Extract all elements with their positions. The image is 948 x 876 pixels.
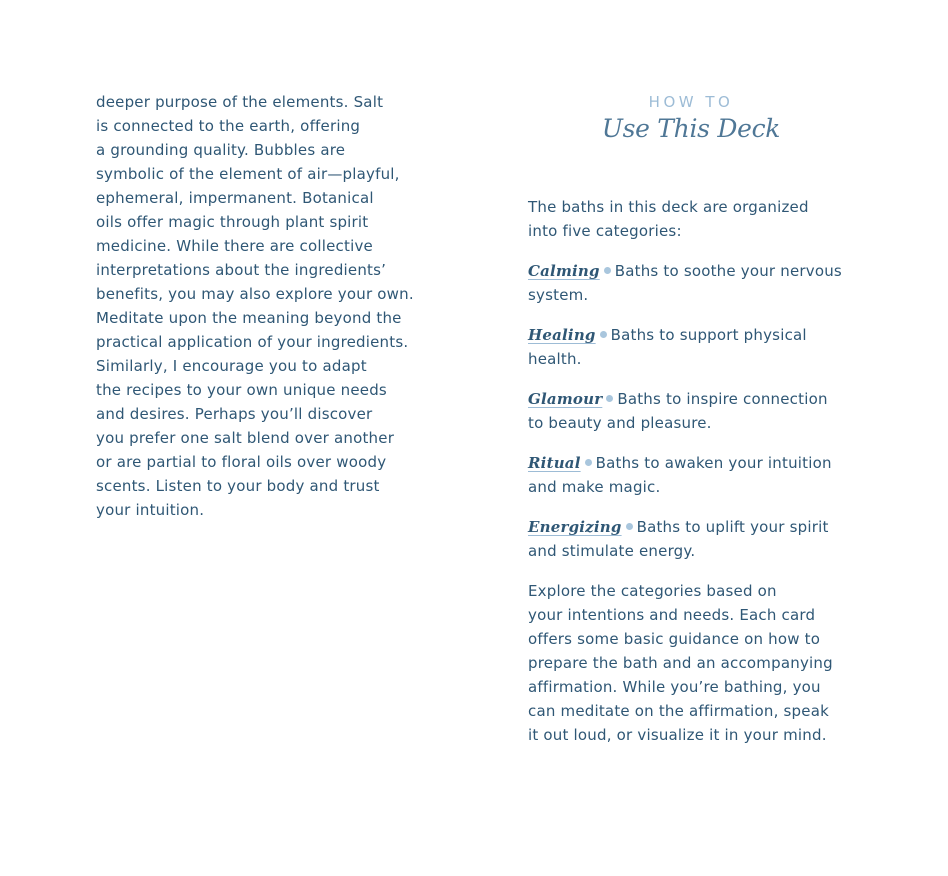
left-line: scents. Listen to your body and trust [96,477,380,495]
bullet-dot-icon [600,331,607,338]
left-line: you prefer one salt blend over another [96,429,395,447]
category-link-ritual[interactable]: Ritual [528,454,581,472]
left-line: and desires. Perhaps you’ll discover [96,405,373,423]
category-desc-cont: to beauty and pleasure. [528,414,712,432]
closing-line: Explore the categories based on [528,582,777,600]
left-line: Meditate upon the meaning beyond the [96,309,402,327]
bullet-dot-icon [585,459,592,466]
page-title: Use This Deck [601,114,781,143]
left-line: a grounding quality. Bubbles are [96,141,346,159]
left-line: is connected to the earth, offering [96,117,361,135]
closing-line: your intentions and needs. Each card [528,606,816,624]
left-line: oils offer magic through plant spirit [96,213,369,231]
right-page-body [528,195,858,763]
category-glamour [528,387,858,435]
left-line: the recipes to your own unique needs [96,381,387,399]
closing-line: offers some basic guidance on how to [528,630,821,648]
closing-line: prepare the bath and an accompanying [528,654,833,672]
closing-paragraph [528,579,858,747]
left-line: practical application of your ingredients. [96,333,409,351]
category-desc-cont: health. [528,350,582,368]
intro-line: The baths in this deck are organized [528,198,809,216]
left-line: symbolic of the element of air—playful, [96,165,400,183]
section-eyebrow: HOW TO [648,93,734,111]
left-line: or are partial to floral oils over woody [96,453,387,471]
closing-line: it out loud, or visualize it in your mind. [528,726,827,744]
left-line: Similarly, I encourage you to adapt [96,357,367,375]
bullet-dot-icon [626,523,633,530]
category-desc: Baths to awaken your intuition [595,454,832,472]
left-line: your intuition. [96,501,205,519]
left-line: benefits, you may also explore your own. [96,285,414,303]
category-link-energizing[interactable]: Energizing [528,518,622,536]
category-ritual [528,451,858,499]
category-energizing [528,515,858,563]
closing-line: affirmation. While you’re bathing, you [528,678,821,696]
category-calming [528,259,858,307]
category-desc: Baths to uplift your spirit [636,518,829,536]
category-desc: Baths to support physical [610,326,807,344]
category-desc: Baths to soothe your nervous [614,262,842,280]
bullet-dot-icon [606,395,613,402]
category-desc-cont: system. [528,286,589,304]
bullet-dot-icon [604,267,611,274]
category-desc: Baths to inspire connection [617,390,828,408]
category-desc-cont: and make magic. [528,478,661,496]
left-line: deeper purpose of the elements. Salt [96,93,384,111]
intro-line: into five categories: [528,222,682,240]
intro-paragraph [528,195,858,243]
category-link-glamour[interactable]: Glamour [528,390,603,408]
left-page-text [96,90,436,522]
category-desc-cont: and stimulate energy. [528,542,696,560]
left-line: interpretations about the ingredients’ [96,261,387,279]
left-line: medicine. While there are collective [96,237,373,255]
left-line: ephemeral, impermanent. Botanical [96,189,374,207]
category-link-healing[interactable]: Healing [528,326,596,344]
category-link-calming[interactable]: Calming [528,262,600,280]
closing-line: can meditate on the affirmation, speak [528,702,829,720]
category-healing [528,323,858,371]
